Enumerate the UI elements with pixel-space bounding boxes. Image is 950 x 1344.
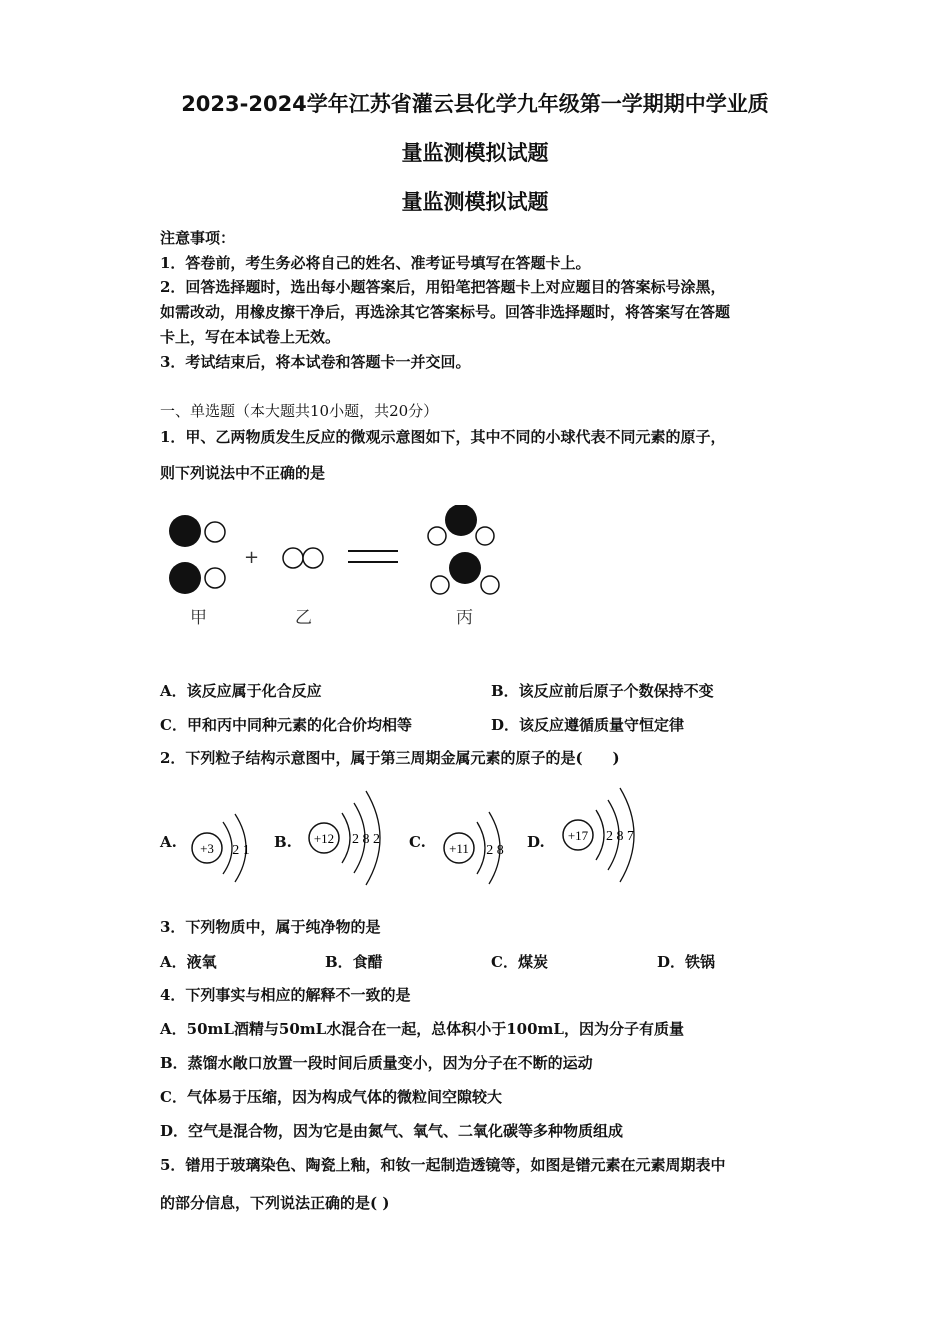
q5-stem-b: 的部分信息，下列说法正确的是( ) <box>160 1194 390 1212</box>
q1-option-c: C．甲和丙中同种元素的化合价均相等 <box>160 716 412 734</box>
electron-shells-a: 2 1 <box>232 843 250 858</box>
q4-option-d: D．空气是混合物，因为它是由氮气、氧气、二氧化碳等多种物质组成 <box>160 1122 624 1140</box>
notice-item-2b: 如需改动，用橡皮擦干净后，再选涂其它答案标号。回答非选择题时，将答案写在答题 <box>160 303 731 321</box>
q4-stem: 4．下列事实与相应的解释不一致的是 <box>160 986 411 1004</box>
q4-option-c: C．气体易于压缩，因为构成气体的微粒间空隙较大 <box>160 1088 502 1106</box>
atom-diagram-a <box>185 800 265 890</box>
q5-stem-a: 5．镨用于玻璃染色、陶瓷上釉，和钕一起制造透镜等，如图是镨元素在元素周期表中 <box>160 1156 726 1174</box>
reaction-diagram <box>160 505 520 635</box>
electron-shells-c: 2 8 <box>486 843 504 858</box>
q1-option-d: D．该反应遵循质量守恒定律 <box>491 716 685 734</box>
label-bing: 丙 <box>456 608 473 628</box>
q2-option-b-letter: B. <box>274 833 292 851</box>
label-jia: 甲 <box>190 608 207 628</box>
notice-item-3: 3．考试结束后，将本试卷和答题卡一并交回。 <box>160 353 471 371</box>
q2-stem: 2．下列粒子结构示意图中，属于第三周期金属元素的原子的是( ) <box>160 749 620 767</box>
section-heading: 一、单选题（本大题共10小题，共20分） <box>160 402 439 420</box>
q3-option-c: C．煤炭 <box>491 953 548 971</box>
molecule-bing-2 <box>431 552 499 594</box>
atom-diagram-b <box>300 785 400 895</box>
nucleus-charge-c: +11 <box>449 841 469 856</box>
q2-option-c-letter: C. <box>409 833 426 851</box>
molecule-bing-1 <box>428 505 494 545</box>
exam-title-line1: 2023-2024学年江苏省灌云县化学九年级第一学期期中学业质 <box>181 92 769 116</box>
nucleus-charge-d: +17 <box>567 828 589 843</box>
q1-option-a: A．该反应属于化合反应 <box>160 682 322 700</box>
q2-option-a-letter: A. <box>160 833 177 851</box>
atom-diagram-d <box>556 782 656 892</box>
notice-item-1: 1．答卷前，考生务必将自己的姓名、准考证号填写在答题卡上。 <box>160 254 591 272</box>
plus-sign: + <box>244 547 260 568</box>
exam-title-line2: 量监测模拟试题 <box>401 141 549 165</box>
atom-diagram-c <box>437 800 527 895</box>
q3-stem: 3．下列物质中，属于纯净物的是 <box>160 918 381 936</box>
nucleus-charge-b: +12 <box>313 831 335 846</box>
electron-shells-b: 2 8 2 <box>352 832 380 847</box>
q3-option-d: D．铁锅 <box>657 953 716 971</box>
q4-option-a: A．50mL酒精与50mL水混合在一起，总体积小于100mL，因为分子有质量 <box>160 1020 684 1038</box>
equals-sign <box>348 551 398 562</box>
q1-option-b: B．该反应前后原子个数保持不变 <box>491 682 714 700</box>
notice-heading: 注意事项： <box>160 229 236 247</box>
electron-shells-d: 2 8 7 <box>606 829 634 844</box>
q3-option-a: A．液氧 <box>160 953 217 971</box>
label-yi: 乙 <box>295 608 312 628</box>
molecule-jia-1 <box>169 515 225 547</box>
q3-option-b: B．食醋 <box>325 953 383 971</box>
q1-stem-a: 1．甲、乙两物质发生反应的微观示意图如下，其中不同的小球代表不同元素的原子， <box>160 428 726 446</box>
molecule-jia-2 <box>169 562 225 594</box>
exam-title-line3: 量监测模拟试题 <box>401 190 549 214</box>
notice-item-2a: 2．回答选择题时，选出每小题答案后，用铅笔把答题卡上对应题目的答案标号涂黑， <box>160 278 726 296</box>
q2-option-d-letter: D. <box>527 833 545 851</box>
q1-stem-b: 则下列说法中不正确的是 <box>160 464 326 482</box>
molecule-yi <box>283 548 323 568</box>
q4-option-b: B．蒸馏水敞口放置一段时间后质量变小，因为分子在不断的运动 <box>160 1054 593 1072</box>
notice-item-2c: 卡上，写在本试卷上无效。 <box>160 328 341 346</box>
nucleus-charge-a: +3 <box>200 841 214 856</box>
